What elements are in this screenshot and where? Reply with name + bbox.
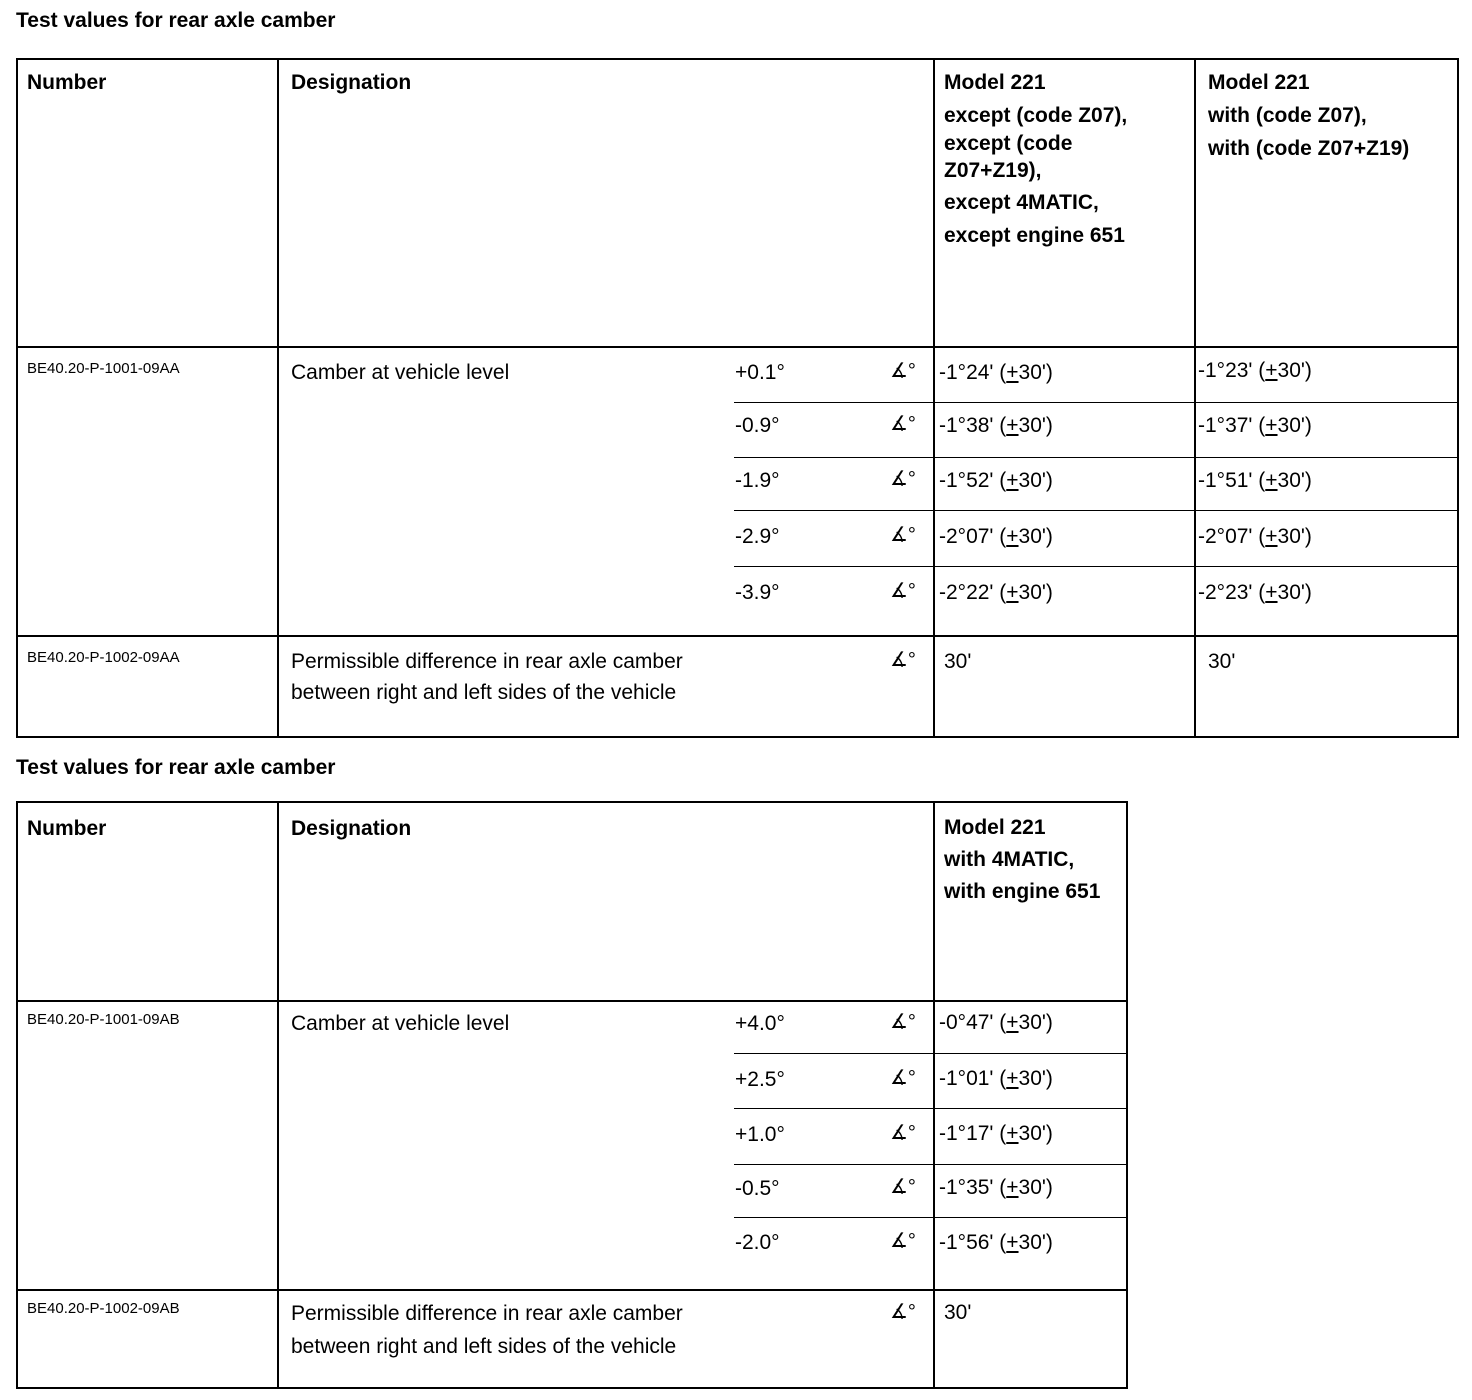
header-model-col-a: Model 221 with 4MATIC, with engine 651 xyxy=(944,816,1101,903)
angle-icon: ∡° xyxy=(890,580,916,602)
sub-row-divider xyxy=(734,402,1457,403)
value-col-b: -2°23' (+30') xyxy=(1198,581,1312,604)
row-number: BE40.20-P-1002-09AA xyxy=(27,649,180,666)
value-col-a: -2°07' (+30') xyxy=(939,525,1053,548)
value-col-a: -1°56' (+30') xyxy=(939,1231,1053,1254)
value-col-b: -1°23' (+30') xyxy=(1198,359,1312,382)
row-number: BE40.20-P-1001-09AB xyxy=(27,1011,180,1028)
col-divider xyxy=(277,803,279,1387)
angle-icon: ∡° xyxy=(890,468,916,490)
angle-icon: ∡° xyxy=(890,413,916,435)
value-col-a: 30' xyxy=(944,650,972,673)
value-col-a: -1°17' (+30') xyxy=(939,1122,1053,1145)
row-number: BE40.20-P-1001-09AA xyxy=(27,360,180,377)
row-divider xyxy=(18,1000,1126,1002)
value-col-b: 30' xyxy=(1208,650,1236,673)
row-divider xyxy=(18,635,1457,637)
angle-icon: ∡° xyxy=(890,524,916,546)
header-designation: Designation xyxy=(291,71,412,94)
header-designation: Designation xyxy=(291,817,412,840)
level-value: +1.0° xyxy=(735,1123,785,1146)
level-value: +2.5° xyxy=(735,1068,785,1091)
angle-icon: ∡° xyxy=(890,1011,916,1033)
table2 xyxy=(16,801,1128,1389)
value-col-a: -0°47' (+30') xyxy=(939,1011,1053,1034)
value-col-a: -1°35' (+30') xyxy=(939,1176,1053,1199)
value-col-b: -1°37' (+30') xyxy=(1198,414,1312,437)
angle-icon: ∡° xyxy=(890,1230,916,1252)
level-value: -2.0° xyxy=(735,1231,780,1254)
level-value: -2.9° xyxy=(735,525,780,548)
row-divider xyxy=(18,346,1457,348)
value-col-a: 30' xyxy=(944,1301,972,1324)
value-col-a: -1°38' (+30') xyxy=(939,414,1053,437)
level-value: +0.1° xyxy=(735,361,785,384)
row-designation: Permissible difference in rear axle camber between right and left sides of the vehicle xyxy=(291,1302,683,1358)
value-col-a: -1°52' (+30') xyxy=(939,469,1053,492)
row-designation: Permissible difference in rear axle camber between right and left sides of the vehicle xyxy=(291,650,683,704)
sub-row-divider xyxy=(734,566,1457,567)
row-divider xyxy=(18,1289,1126,1291)
angle-icon: ∡° xyxy=(890,1067,916,1089)
row-number: BE40.20-P-1002-09AB xyxy=(27,1300,180,1317)
value-col-b: -1°51' (+30') xyxy=(1198,469,1312,492)
angle-icon: ∡° xyxy=(890,649,916,671)
row-designation: Camber at vehicle level xyxy=(291,1012,510,1035)
sub-row-divider xyxy=(734,457,1457,458)
level-value: +4.0° xyxy=(735,1012,785,1035)
table2-title: Test values for rear axle camber xyxy=(16,756,336,779)
angle-icon: ∡° xyxy=(890,1122,916,1144)
sub-row-divider xyxy=(734,1053,1126,1054)
sub-row-divider xyxy=(734,1164,1126,1165)
level-value: -1.9° xyxy=(735,469,780,492)
level-value: -0.5° xyxy=(735,1177,780,1200)
header-model-col-a: Model 221 except (code Z07), except (code Z07+Z19), except 4MATIC, except engine 651 xyxy=(944,71,1128,247)
table1-title: Test values for rear axle camber xyxy=(16,9,336,32)
value-col-a: -1°01' (+30') xyxy=(939,1067,1053,1090)
value-col-a: -2°22' (+30') xyxy=(939,581,1053,604)
header-model-col-b: Model 221 with (code Z07), with (code Z07+Z19) xyxy=(1208,71,1410,160)
angle-icon: ∡° xyxy=(890,1301,916,1323)
col-divider xyxy=(933,803,935,1387)
value-col-a: -1°24' (+30') xyxy=(939,361,1053,384)
sub-row-divider xyxy=(734,1217,1126,1218)
sub-row-divider xyxy=(734,1108,1126,1109)
sub-row-divider xyxy=(734,510,1457,511)
header-number: Number xyxy=(27,71,107,94)
level-value: -0.9° xyxy=(735,414,780,437)
header-number: Number xyxy=(27,817,107,840)
level-value: -3.9° xyxy=(735,581,780,604)
angle-icon: ∡° xyxy=(890,1176,916,1198)
row-designation: Camber at vehicle level xyxy=(291,361,510,384)
value-col-b: -2°07' (+30') xyxy=(1198,525,1312,548)
table1 xyxy=(16,58,1459,738)
angle-icon: ∡° xyxy=(890,360,916,382)
